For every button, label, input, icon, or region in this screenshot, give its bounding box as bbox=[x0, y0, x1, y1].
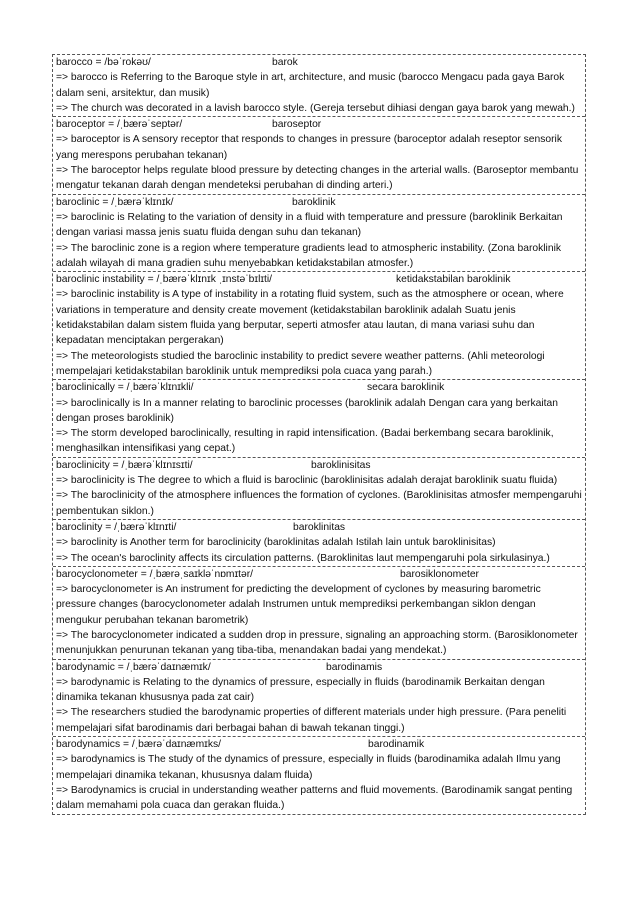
entry-definition: => baroclinicity is The degree to which a fluid is baroclinic (baroklinisitas adalah derajat baroklinik suatu fluida) bbox=[56, 475, 558, 487]
glossary-entry bbox=[53, 55, 585, 117]
entry-translation: baroklinitas bbox=[293, 521, 346, 533]
entry-definition: => barodynamic is Relating to the dynamics of pressure, especially in fluids (barodinamik Berkaitan dengan dinamika tekanan khususnya pada zat cair) bbox=[56, 676, 545, 704]
entry-headline bbox=[56, 737, 583, 752]
entry-headword: baroclinic instability = /ˌbærəˈklɪnɪk ˌɪnstəˈbɪlɪti/ bbox=[56, 274, 273, 286]
entry-headword: barodynamics = /ˌbærəˈdaɪnæmɪks/ bbox=[56, 739, 221, 751]
entry-translation: ketidakstabilan baroklinik bbox=[396, 274, 511, 286]
entry-example: => The barocyclonometer indicated a sudden drop in pressure, signaling an approaching storm. (Barosiklonometer menunjukkan penurunan tekanan yang tiba-tiba, menandakan badai yang mendekat.) bbox=[56, 629, 578, 657]
entry-definition: => barocyclonometer is An instrument for predicting the development of cyclones by measuring barometric pressure changes (barocyclonometer adalah Instrumen untuk memprediksi perkembangan siklon dengan mengukur perubahan tekanan barometrik) bbox=[56, 584, 541, 626]
entry-example: => Barodynamics is crucial in understanding weather patterns and fluid movements. (Barodinamik sangat penting dalam memahami pola cuaca dan gerakan fluida.) bbox=[56, 784, 573, 812]
entry-headline bbox=[56, 272, 583, 287]
glossary-entry bbox=[53, 195, 585, 272]
glossary-entry bbox=[53, 520, 585, 567]
entry-definition: => baroclinity is Another term for baroclinicity (baroklinitas adalah Istilah lain untuk baroklinisitas) bbox=[56, 537, 496, 549]
entry-translation: baroklinisitas bbox=[311, 459, 371, 471]
entry-example: => The researchers studied the barodynamic properties of different materials under high pressure. (Para peneliti mempelajari sifat barodinamis dari berbagai bahan di bawah tekanan tinggi.) bbox=[56, 707, 567, 734]
entry-definition: => barodynamics is The study of the dynamics of pressure, especially in fluids (barodinamika adalah Ilmu yang mempelajari dinamika tekanan, khususnya dalam fluida) bbox=[56, 754, 561, 781]
entry-example: => The baroclinicity of the atmosphere influences the formation of cyclones. (Baroklinisitas atmosfer mempengaruhi pembentukan siklon.) bbox=[56, 490, 582, 517]
glossary-entry bbox=[53, 660, 585, 737]
entry-definition: => baroclinic instability is A type of instability in a rotating fluid system, such as the atmosphere or ocean, where variations in temperature and density create movement (ketidakstabilan baroklinik adalah Suatu jenis ketidakstabilan dalam sistem fluida yang berputar, seperti atmosfer atau lautan, di mana variasi suhu dan kepadatan menciptakan pergerakan) bbox=[56, 289, 564, 347]
glossary-entry bbox=[53, 380, 585, 457]
entry-headword: barocyclonometer = /ˌbærəˌsaɪkləˈnɒmɪtər/ bbox=[56, 568, 254, 580]
entry-headword: baroclinicity = /ˌbærəˈklɪnɪsɪti/ bbox=[56, 459, 193, 471]
glossary-entry bbox=[53, 117, 585, 194]
glossary-entry bbox=[53, 737, 585, 813]
glossary-entry bbox=[53, 458, 585, 520]
entry-translation: barok bbox=[272, 57, 298, 68]
entry-translation: barodinamik bbox=[368, 739, 425, 751]
entry-translation: barodinamis bbox=[326, 661, 383, 673]
entry-translation: secara baroklinik bbox=[367, 382, 445, 394]
entry-translation: baroseptor bbox=[272, 119, 322, 131]
entry-example: => The ocean's baroclinity affects its circulation patterns. (Baroklinitas laut mempengaruhi pola sirkulasinya.) bbox=[56, 552, 550, 564]
entry-example: => The storm developed baroclinically, resulting in rapid intensification. (Badai berkembang secara baroklinik, menghasilkan intensifikasi yang cepat.) bbox=[56, 428, 554, 455]
entry-headline bbox=[56, 520, 583, 535]
entry-headword: baroceptor = /ˌbærəˈseptər/ bbox=[56, 119, 183, 131]
entry-headword: barodynamic = /ˌbærəˈdaɪnæmɪk/ bbox=[56, 661, 211, 673]
glossary-entry bbox=[53, 272, 585, 380]
entry-headline bbox=[56, 567, 583, 582]
entry-headline bbox=[56, 195, 583, 210]
entry-definition: => barocco is Referring to the Baroque style in art, architecture, and music (barocco Mengacu pada gaya Barok dalam seni, arsitektur, dan musik) bbox=[56, 72, 565, 99]
glossary-document bbox=[52, 54, 586, 815]
entry-translation: barosiklonometer bbox=[400, 568, 479, 580]
entry-definition: => baroclinically is In a manner relating to baroclinic processes (baroklinik adalah Dengan cara yang berkaitan dengan proses baroklinik) bbox=[56, 397, 558, 424]
entry-headline bbox=[56, 458, 583, 473]
entry-headword: barocco = /bəˈrokəʊ/ bbox=[56, 57, 151, 68]
entry-headline bbox=[56, 660, 583, 675]
entry-example: => The church was decorated in a lavish barocco style. (Gereja tersebut dihiasi dengan gaya barok yang mewah.) bbox=[56, 102, 575, 114]
entry-translation: baroklinik bbox=[292, 196, 336, 208]
entry-example: => The baroceptor helps regulate blood pressure by detecting changes in the arterial walls. (Baroseptor membantu mengatur tekanan darah dengan mendeteksi perubahan di dinding arteri.) bbox=[56, 165, 579, 192]
entry-example: => The baroclinic zone is a region where temperature gradients lead to atmospheric instability. (Zona baroklinik adalah wilayah di mana gradien suhu menyebabkan ketidakstabilan atmosfer.) bbox=[56, 242, 562, 269]
entry-headline bbox=[56, 380, 583, 395]
glossary-entry bbox=[53, 567, 585, 660]
entry-headline bbox=[56, 117, 583, 132]
entry-headline bbox=[56, 55, 583, 70]
entry-headword: baroclinic = /ˌbærəˈklɪnɪk/ bbox=[56, 196, 174, 208]
entry-definition: => baroceptor is A sensory receptor that responds to changes in pressure (baroceptor adalah reseptor sensorik yang merespons perubahan tekanan) bbox=[56, 134, 562, 161]
entry-headword: baroclinically = /ˌbærəˈklɪnɪkli/ bbox=[56, 382, 194, 394]
entry-example: => The meteorologists studied the baroclinic instability to predict severe weather patterns. (Ahli meteorologi mempelajari ketidakstabilan baroklinik untuk memprediksi pola cuaca yang parah.) bbox=[56, 350, 545, 377]
entry-headword: baroclinity = /ˌbærəˈklɪnɪti/ bbox=[56, 521, 177, 533]
entry-definition: => baroclinic is Relating to the variation of density in a fluid with temperature and pressure (baroklinik Berkaitan dengan variasi massa jenis suatu fluida dengan suhu dan tekanan) bbox=[56, 211, 563, 239]
